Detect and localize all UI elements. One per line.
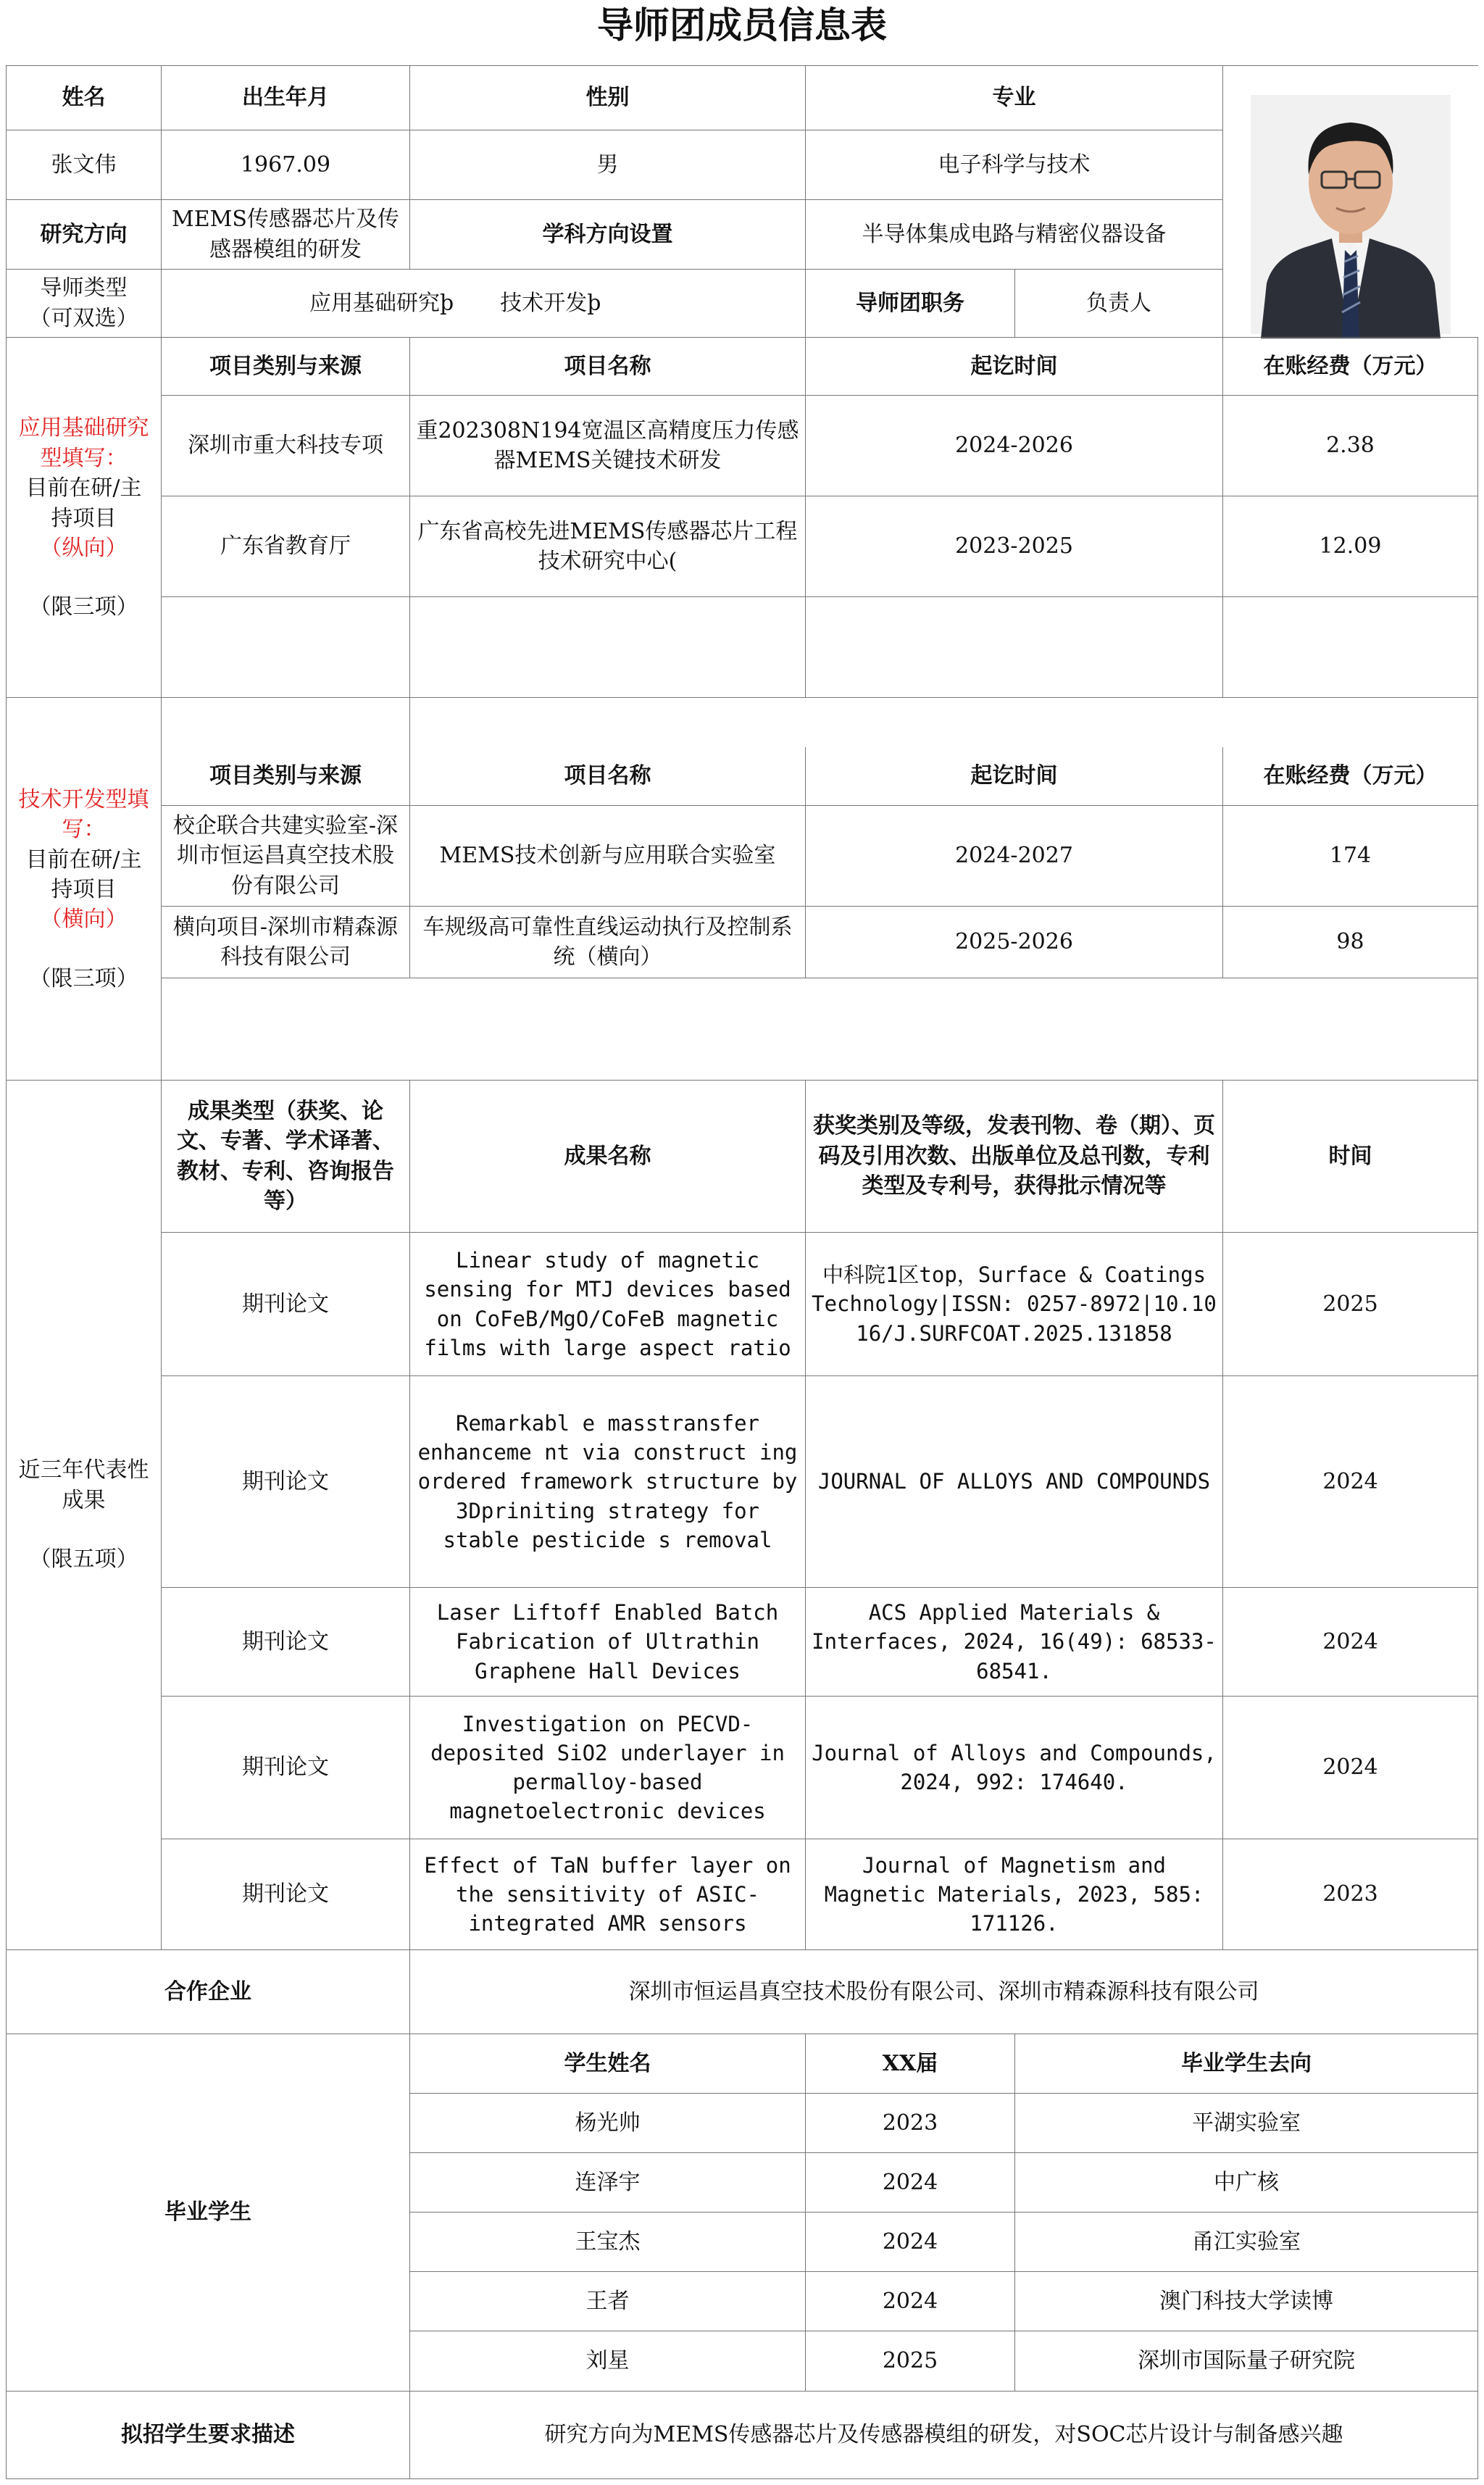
ach-header-name: 成果名称 xyxy=(409,1080,806,1233)
br-row-1-name: 重202308N194宽温区高精度压力传感器MEMS关键技术研发 xyxy=(409,395,806,496)
td-header-funding: 在账经费（万元） xyxy=(1222,747,1478,806)
ach-row-5-year: 2023 xyxy=(1222,1839,1478,1950)
ach-row-2-detail: JOURNAL OF ALLOYS AND COMPOUNDS xyxy=(805,1375,1223,1588)
grad-row-4-destination: 澳门科技大学读博 xyxy=(1014,2271,1478,2331)
br-row-1-funding: 2.38 xyxy=(1222,395,1478,496)
page-title: 导师团成员信息表 xyxy=(597,4,887,46)
basic-research-side-label xyxy=(6,337,162,698)
basic-research-type-label: 应用基础研究型填写： xyxy=(18,415,149,471)
tech-dev-side-label xyxy=(6,697,162,1081)
ach-row-1-detail: 中科院1区top，Surface & Coatings Technology|ISSN: 0257-8972|10.1016/J.SURFCOAT.2025.131858 xyxy=(805,1232,1223,1376)
partners-label: 合作企业 xyxy=(6,1949,410,2034)
gender-label: 性别 xyxy=(409,65,806,130)
ach-row-4-year: 2024 xyxy=(1222,1696,1478,1839)
ach-row-1-year: 2025 xyxy=(1222,1232,1478,1376)
br-row-1-source: 深圳市重大科技专项 xyxy=(161,395,410,496)
grad-row-1-destination: 平湖实验室 xyxy=(1014,2093,1478,2153)
requirements-value: 研究方向为MEMS传感器芯片及传感器模组的研发，对SOC芯片设计与制备感兴趣 xyxy=(409,2391,1478,2479)
ach-row-1-name: Linear study of magnetic sensing for MTJ devices based on CoFeB/MgO/CoFeB magnetic films with large aspect ratio xyxy=(409,1232,806,1376)
discipline-label: 学科方向设置 xyxy=(409,199,806,270)
tech-dev-projects-label: 目前在研/主持项目 xyxy=(25,846,142,902)
ach-row-5-name: Effect of TaN buffer layer on the sensitivity of ASIC-integrated AMR sensors xyxy=(409,1839,806,1950)
br-header-name: 项目名称 xyxy=(409,337,806,396)
td-header-name: 项目名称 xyxy=(409,747,806,806)
ach-row-3-year: 2024 xyxy=(1222,1587,1478,1697)
achievements-limit: （限五项） xyxy=(29,1547,138,1573)
tech-dev-type-label: 技术开发型填写： xyxy=(18,786,149,843)
grad-row-5-destination: 深圳市国际量子研究院 xyxy=(1014,2331,1478,2392)
ach-row-4-type: 期刊论文 xyxy=(161,1696,410,1839)
graduates-label: 毕业学生 xyxy=(6,2034,410,2392)
grad-row-1-name: 杨光帅 xyxy=(409,2093,806,2153)
major-label: 专业 xyxy=(805,65,1223,130)
td-row-3-empty xyxy=(161,978,1478,1081)
birth-value: 1967.09 xyxy=(161,130,410,200)
ach-row-2-year: 2024 xyxy=(1222,1375,1478,1588)
basic-research-projects-label: 目前在研/主持项目 xyxy=(25,475,142,531)
td-row-2-source: 横向项目-深圳市精森源科技有限公司 xyxy=(161,906,410,978)
td-row-1-period: 2024-2027 xyxy=(805,805,1223,907)
research-value: MEMS传感器芯片及传感器模组的研发 xyxy=(161,199,410,270)
ach-row-3-name: Laser Liftoff Enabled Batch Fabrication of Ultrathin Graphene Hall Devices xyxy=(409,1587,806,1697)
td-spacer xyxy=(409,697,1478,748)
major-value: 电子科学与技术 xyxy=(805,130,1223,200)
grad-row-2-name: 连泽宇 xyxy=(409,2152,806,2213)
tutor-type-label: 导师类型（可双选） xyxy=(6,269,162,338)
research-label: 研究方向 xyxy=(6,199,162,270)
ach-row-3-type: 期刊论文 xyxy=(161,1587,410,1697)
br-header-funding: 在账经费（万元） xyxy=(1222,337,1478,396)
grad-row-4-name: 王者 xyxy=(409,2271,806,2331)
td-row-1-name: MEMS技术创新与应用联合实验室 xyxy=(409,805,806,907)
portrait-image xyxy=(1223,66,1479,338)
td-row-1-funding: 174 xyxy=(1222,805,1478,907)
ach-header-detail: 获奖类别及等级，发表刊物、卷（期）、页码及引用次数、出版单位及总刊数，专利类型及专利号，获得批示情况等 xyxy=(805,1080,1223,1233)
grad-row-4-year: 2024 xyxy=(805,2271,1015,2331)
ach-row-5-type: 期刊论文 xyxy=(161,1839,410,1950)
ach-row-2-type: 期刊论文 xyxy=(161,1375,410,1588)
br-row-2-funding: 12.09 xyxy=(1222,496,1478,597)
partners-value: 深圳市恒运昌真空技术股份有限公司、深圳市精森源科技有限公司 xyxy=(409,1949,1478,2034)
br-header-source: 项目类别与来源 xyxy=(161,337,410,396)
br-header-period: 起讫时间 xyxy=(805,337,1223,396)
position-value: 负责人 xyxy=(1014,269,1223,338)
ach-row-4-detail: Journal of Alloys and Compounds, 2024, 992: 174640. xyxy=(805,1696,1223,1839)
tutor-type-options xyxy=(161,269,806,338)
ach-row-4-name: Investigation on PECVD-deposited SiO2 underlayer in permalloy-based magnetoelectronic devices xyxy=(409,1696,806,1839)
grad-row-3-name: 王宝杰 xyxy=(409,2212,806,2272)
grad-header-name: 学生姓名 xyxy=(409,2034,806,2094)
grad-row-5-name: 刘星 xyxy=(409,2331,806,2392)
td-header-period: 起讫时间 xyxy=(805,747,1223,806)
discipline-value: 半导体集成电路与精密仪器设备 xyxy=(805,199,1223,270)
ach-header-year: 时间 xyxy=(1222,1080,1478,1233)
requirements-label: 拟招学生要求描述 xyxy=(6,2391,410,2479)
br-row-3-funding xyxy=(1222,596,1478,698)
br-row-2-source: 广东省教育厅 xyxy=(161,496,410,597)
gender-value: 男 xyxy=(409,130,806,200)
td-row-2-funding: 98 xyxy=(1222,906,1478,978)
achievements-side-label xyxy=(6,1080,162,1950)
basic-research-limit: （限三项） xyxy=(29,594,138,620)
position-label: 导师团职务 xyxy=(805,269,1015,338)
basic-research-tag: （纵向） xyxy=(40,535,128,561)
grad-header-destination: 毕业学生去向 xyxy=(1014,2034,1478,2094)
td-spacer-left xyxy=(161,697,410,748)
birth-label: 出生年月 xyxy=(161,65,410,130)
br-row-3-name xyxy=(409,596,806,698)
grad-row-3-year: 2024 xyxy=(805,2212,1015,2272)
br-row-3-source xyxy=(161,596,410,698)
grad-row-1-year: 2023 xyxy=(805,2093,1015,2153)
br-row-2-name: 广东省高校先进MEMS传感器芯片工程技术研究中心( xyxy=(409,496,806,597)
grad-row-2-year: 2024 xyxy=(805,2152,1015,2213)
td-row-2-name: 车规级高可靠性直线运动执行及控制系统（横向） xyxy=(409,906,806,978)
td-row-1-source: 校企联合共建实验室-深圳市恒运昌真空技术股份有限公司 xyxy=(161,805,410,907)
ach-row-2-name: Remarkabl e masstransfer enhanceme nt via construct ing ordered framework structure by 3Dpriniting strategy for stable pesticide s removal xyxy=(409,1375,806,1588)
name-label: 姓名 xyxy=(6,65,162,130)
ach-row-5-detail: Journal of Magnetism and Magnetic Materials, 2023, 585: 171126. xyxy=(805,1839,1223,1950)
br-row-2-period: 2023-2025 xyxy=(805,496,1223,597)
achievements-label: 近三年代表性成果 xyxy=(18,1457,149,1513)
grad-row-2-destination: 中广核 xyxy=(1014,2152,1478,2213)
tech-dev-tag: （横向） xyxy=(40,907,128,933)
tutor-photo xyxy=(1222,65,1478,338)
grad-row-5-year: 2025 xyxy=(805,2331,1015,2392)
ach-row-1-type: 期刊论文 xyxy=(161,1232,410,1376)
grad-header-year: XX届 xyxy=(805,2034,1015,2094)
tech-dev-limit: （限三项） xyxy=(29,965,138,991)
td-header-source: 项目类别与来源 xyxy=(161,747,410,806)
br-row-1-period: 2024-2026 xyxy=(805,395,1223,496)
ach-header-type: 成果类型（获奖、论文、专著、学术译著、教材、专利、咨询报告等） xyxy=(161,1080,410,1233)
br-row-3-period xyxy=(805,596,1223,698)
ach-row-3-detail: ACS Applied Materials & Interfaces, 2024, 16(49): 68533-68541. xyxy=(805,1587,1223,1697)
name-value: 张文伟 xyxy=(6,130,162,200)
grad-row-3-destination: 甬江实验室 xyxy=(1014,2212,1478,2272)
tutor-type-option-tech[interactable]: 技术开发þ xyxy=(500,290,601,316)
td-row-2-period: 2025-2026 xyxy=(805,906,1223,978)
tutor-type-option-basic[interactable]: 应用基础研究þ xyxy=(309,290,454,316)
